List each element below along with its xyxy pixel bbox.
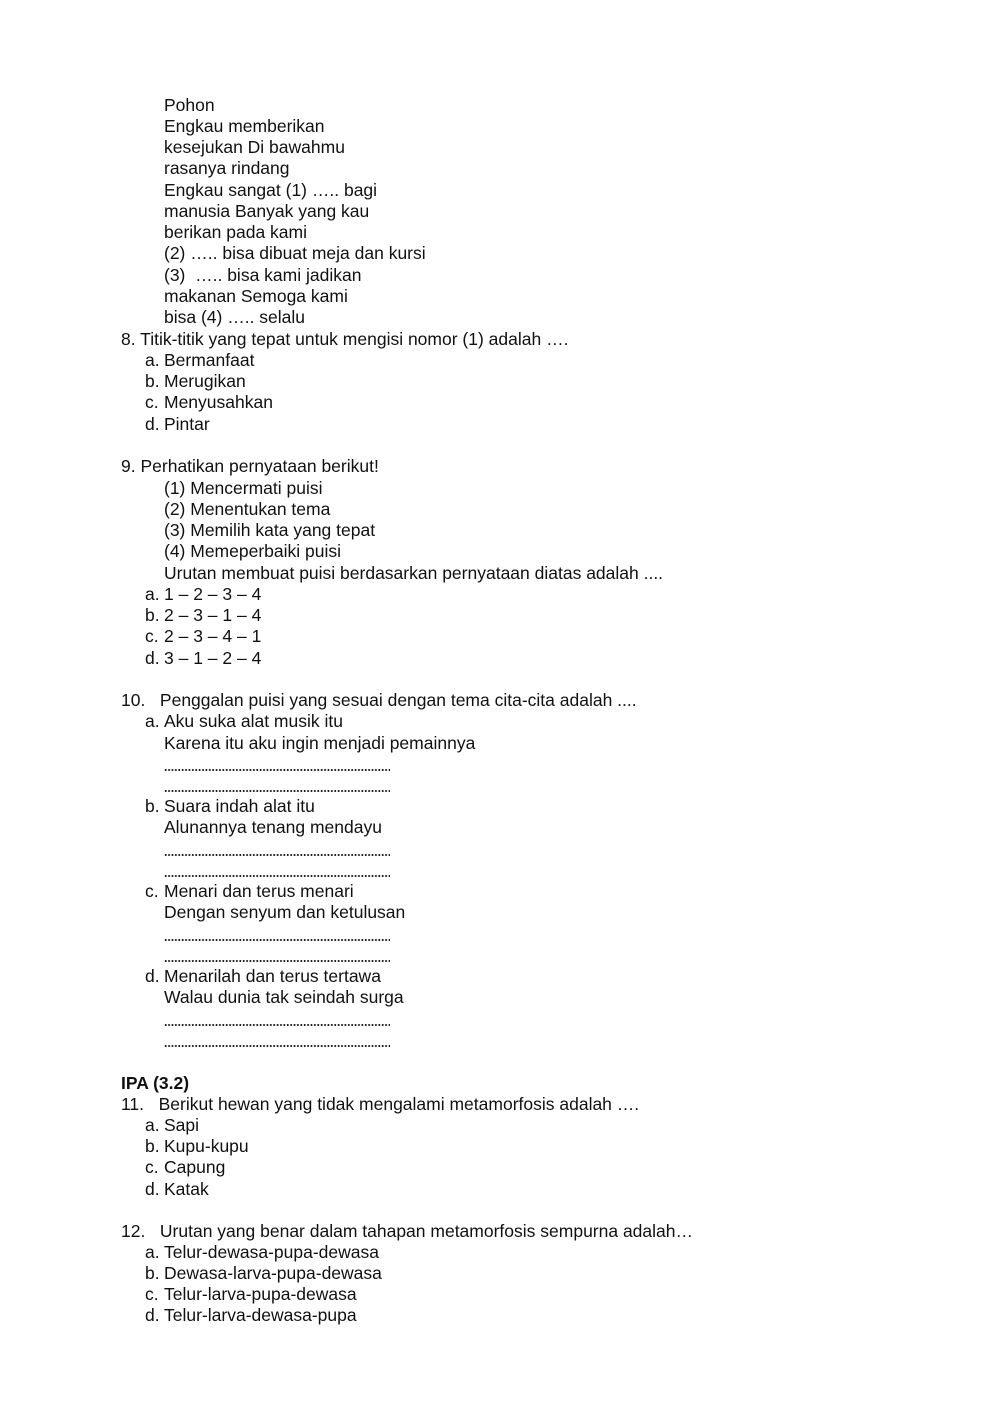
poem-line: berikan pada kami — [164, 222, 307, 242]
poem-line: manusia Banyak yang kau — [164, 201, 370, 221]
poem-line: Engkau sangat (1) ….. bagi — [164, 180, 378, 200]
answer-option[interactable]: a. Bermanfaat — [145, 350, 255, 370]
question-number: 9. — [121, 456, 136, 476]
question-prompt: Urutan membuat puisi berdasarkan pernyataan diatas adalah .... — [164, 563, 664, 583]
poem-line: kesejukan Di bawahmu — [164, 137, 345, 157]
answer-option[interactable]: c. Menari dan terus menari — [145, 881, 354, 901]
option-line-2: Karena itu aku ingin menjadi pemainnya — [164, 733, 476, 753]
statement-item: (3) Memilih kata yang tepat — [164, 520, 376, 540]
answer-option[interactable]: c. Telur-larva-pupa-dewasa — [145, 1284, 357, 1304]
question-text: 9. Perhatikan pernyataan berikut! — [121, 456, 379, 476]
question-number: 11. — [121, 1094, 145, 1114]
dotted-blank-line — [164, 854, 390, 856]
poem-line: makanan Semoga kami — [164, 286, 348, 306]
answer-option[interactable]: b. Suara indah alat itu — [145, 796, 315, 816]
answer-option[interactable]: b. Merugikan — [145, 371, 246, 391]
answer-option[interactable]: a. Telur-dewasa-pupa-dewasa — [145, 1242, 379, 1262]
option-line-2: Alunannya tenang mendayu — [164, 817, 382, 837]
answer-option[interactable]: d. Katak — [145, 1179, 209, 1199]
answer-option[interactable]: b. Dewasa-larva-pupa-dewasa — [145, 1263, 382, 1283]
answer-option[interactable]: b. Kupu-kupu — [145, 1136, 249, 1156]
question-number: 10. — [121, 690, 146, 710]
question-number: 8. — [121, 329, 136, 349]
poem-line: Engkau memberikan — [164, 116, 325, 136]
dotted-blank-line — [164, 960, 390, 962]
dotted-blank-line — [164, 1045, 390, 1047]
answer-option[interactable]: c. Capung — [145, 1157, 226, 1177]
poem-line: (2) ….. bisa dibuat meja dan kursi — [164, 243, 426, 263]
dotted-blank-line — [164, 769, 390, 771]
dotted-blank-line — [164, 939, 390, 941]
dotted-blank-line — [164, 790, 390, 792]
dotted-blank-line — [164, 875, 390, 877]
answer-option[interactable]: a. Aku suka alat musik itu — [145, 711, 343, 731]
poem-line: bisa (4) ….. selalu — [164, 307, 306, 327]
statement-item: (4) Memeperbaiki puisi — [164, 541, 342, 561]
option-line-2: Dengan senyum dan ketulusan — [164, 902, 406, 922]
question-text: 12. Urutan yang benar dalam tahapan metamorfosis sempurna adalah… — [121, 1221, 694, 1241]
answer-option[interactable]: c. 2 – 3 – 4 – 1 — [145, 626, 262, 646]
answer-option[interactable]: a. Sapi — [145, 1115, 200, 1135]
answer-option[interactable]: d. Menarilah dan terus tertawa — [145, 966, 381, 986]
poem-line: (3) ….. bisa kami jadikan — [164, 265, 362, 285]
answer-option[interactable]: a. 1 – 2 – 3 – 4 — [145, 584, 262, 604]
answer-option[interactable]: b. 2 – 3 – 1 – 4 — [145, 605, 262, 625]
option-line-2: Walau dunia tak seindah surga — [164, 987, 404, 1007]
question-text: 8. Titik-titik yang tepat untuk mengisi nomor (1) adalah …. — [121, 329, 569, 349]
answer-option[interactable]: d. Pintar — [145, 414, 210, 434]
answer-option[interactable]: d. Telur-larva-dewasa-pupa — [145, 1305, 357, 1325]
section-heading: IPA (3.2) — [121, 1073, 190, 1093]
statement-item: (2) Menentukan tema — [164, 499, 331, 519]
answer-option[interactable]: c. Menyusahkan — [145, 392, 273, 412]
poem-title: Pohon — [164, 95, 215, 115]
question-text: 11. Berikut hewan yang tidak mengalami metamorfosis adalah …. — [121, 1094, 640, 1114]
statement-item: (1) Mencermati puisi — [164, 478, 323, 498]
dotted-blank-line — [164, 1024, 390, 1026]
question-text: 10. Penggalan puisi yang sesuai dengan tema cita-cita adalah .... — [121, 690, 637, 710]
answer-option[interactable]: d. 3 – 1 – 2 – 4 — [145, 648, 262, 668]
question-number: 12. — [121, 1221, 146, 1241]
poem-line: rasanya rindang — [164, 158, 290, 178]
